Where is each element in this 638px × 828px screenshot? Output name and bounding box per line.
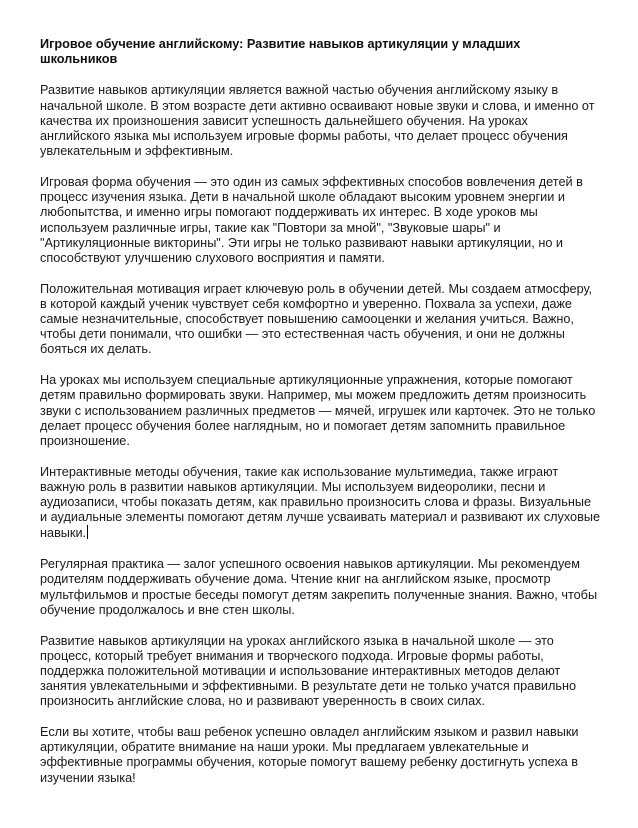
paragraph-interactive-text: Интерактивные методы обучения, такие как использование мультимедиа, также играют важную роль в развитии навыков артикуляции. Мы используем видеоролики, песни и аудиозаписи, чтобы показать детям, как правильно произносить слова и фразы. Визуальные и аудиальные элементы помогают детям лучше усваивать материал и развивают их слуховые навыки.: [40, 464, 601, 541]
paragraph-call-to-action: Если вы хотите, чтобы ваш ребенок успешно овладел английским языком и развил навыки артикуляции, обратите внимание на наши уроки. Мы предлагаем увлекательные и эффективные программы обучения, которые помогут вашему ребенку достигнуть успеха в изучении языка!: [40, 725, 579, 785]
document-page[interactable]: [40, 37, 600, 801]
paragraph-game-form: Игровая форма обучения — это один из самых эффективных способов вовлечения детей в процесс изучения языка. Дети в начальной школе обладают высоким уровнем энергии и любопытства, и именно игры помогают поддерживать их интерес. В ходе уроков мы используем различные игры, такие как "Повтори за мной", "Звуковые шары" и "Артикуляционные викторины". Эти игры не только развивают навыки артикуляции, но и способствуют улучшению слухового восприятия и памяти.: [40, 174, 583, 265]
paragraph-motivation: Положительная мотивация играет ключевую роль в обучении детей. Мы создаем атмосферу, в которой каждый ученик чувствует себя комфортно и уверенно. Похвала за успехи, даже самые незначительные, способствует повышению самооценки и желания учиться. Важно, чтобы дети понимали, что ошибки — это естественная часть обучения, и они не должны бояться их делать.: [40, 281, 593, 357]
paragraph-interactive: [40, 465, 600, 542]
paragraph-summary: Развитие навыков артикуляции на уроках английского языка в начальной школе — это процесс, который требует внимания и творческого подхода. Игровые формы работы, поддержка положительной мотивации и использование интерактивных методов делают занятия увлекательными и эффективными. В результате дети не только учатся правильно произносить английские слова, но и развивают уверенность в своих силах.: [40, 633, 577, 709]
paragraph-practice: Регулярная практика — залог успешного освоения навыков артикуляции. Мы рекомендуем родителям поддерживать обучение дома. Чтение книг на английском языке, просмотр мультфильмов и простые беседы помогут детям закрепить полученные знания. Важно, чтобы обучение продолжалось и вне стен школы.: [40, 557, 598, 617]
document-title: Игровое обучение английскому: Развитие навыков артикуляции у младших школьников: [40, 37, 521, 67]
text-cursor: [87, 525, 88, 539]
paragraph-exercises: На уроках мы используем специальные артикуляционные упражнения, которые помогают детям правильно формировать звуки. Например, мы можем предложить детям произносить звуки с использованием различных предметов — мячей, игрушек или карточек. Это не только делает процесс обучения более наглядным, но и помогает детям запомнить правильное произношение.: [40, 373, 596, 448]
paragraph-intro: Развитие навыков артикуляции является важной частью обучения английскому языку в начальной школе. В этом возрасте дети активно осваивают новые звуки и слова, и именно от качества их произношения зависит успешность дальнейшего обучения. На уроках английского языка мы используем игровые формы работы, что делает процесс обучения увлекательным и эффективным.: [40, 83, 595, 159]
